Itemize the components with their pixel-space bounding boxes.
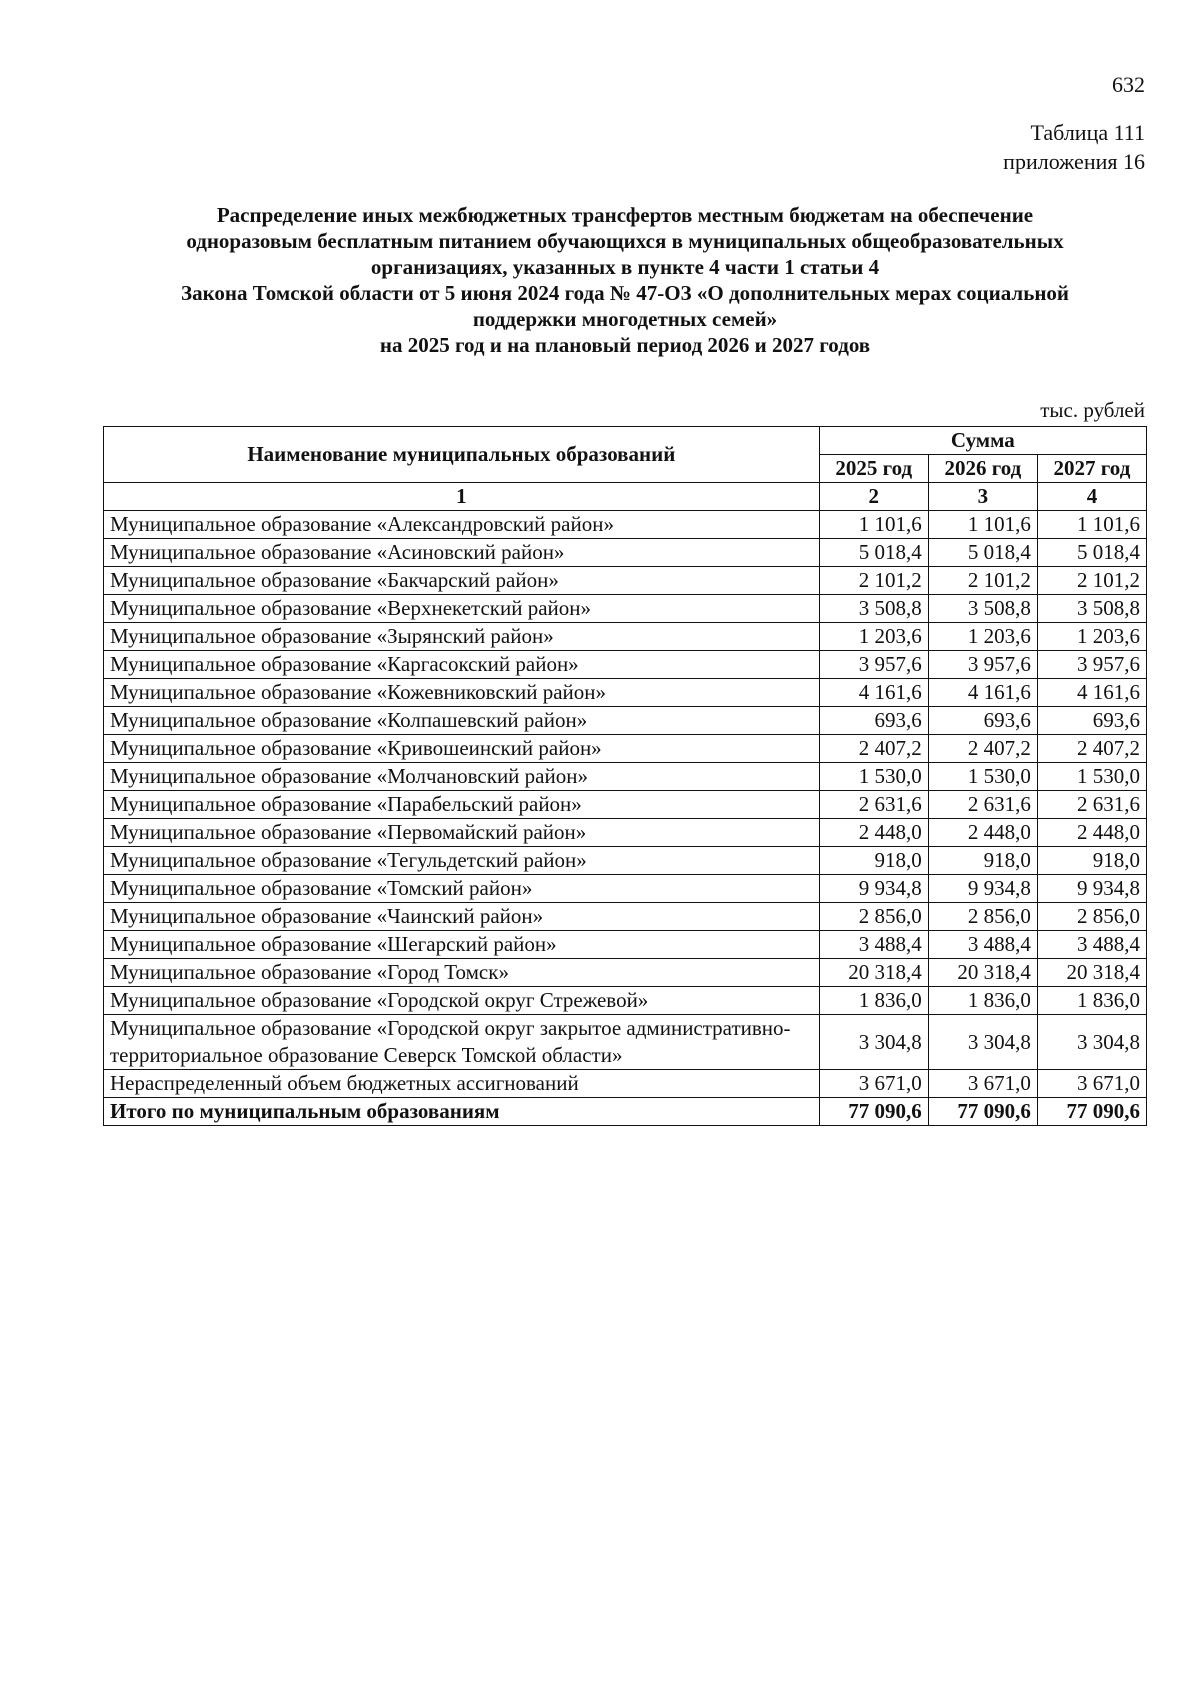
row-value-2025: 3 671,0 [819, 1070, 928, 1098]
row-name: Муниципальное образование «Колпашевский район» [104, 707, 820, 735]
row-value-2027: 2 631,6 [1037, 791, 1146, 819]
document-title [100, 202, 1150, 358]
row-value-2026: 1 203,6 [928, 623, 1037, 651]
row-value-2027: 3 304,8 [1037, 1015, 1146, 1070]
row-value-2026: 2 856,0 [928, 903, 1037, 931]
row-value-2027: 20 318,4 [1037, 959, 1146, 987]
total-value-2026: 77 090,6 [928, 1098, 1037, 1126]
row-name: Муниципальное образование «Первомайский район» [104, 819, 820, 847]
row-name: Муниципальное образование «Городской округ закрытое административно-территориальное образование Северск Томской области» [104, 1015, 820, 1070]
table-label-line2: приложения 16 [1003, 149, 1145, 174]
table-row [104, 539, 1147, 567]
row-value-2025: 2 407,2 [819, 735, 928, 763]
row-value-2026: 3 957,6 [928, 651, 1037, 679]
row-value-2025: 2 101,2 [819, 567, 928, 595]
units-label: тыс. рублей [1040, 398, 1145, 422]
table-row [104, 763, 1147, 791]
row-value-2027: 1 203,6 [1037, 623, 1146, 651]
table-row [104, 595, 1147, 623]
row-name: Нераспределенный объем бюджетных ассигнований [104, 1070, 820, 1098]
table-row [104, 735, 1147, 763]
row-value-2026: 5 018,4 [928, 539, 1037, 567]
table-row [104, 567, 1147, 595]
row-value-2027: 2 407,2 [1037, 735, 1146, 763]
row-name: Муниципальное образование «Парабельский район» [104, 791, 820, 819]
row-value-2026: 1 101,6 [928, 511, 1037, 539]
row-value-2026: 3 671,0 [928, 1070, 1037, 1098]
column-index: 3 [928, 483, 1037, 511]
row-value-2027: 3 488,4 [1037, 931, 1146, 959]
table-row [104, 623, 1147, 651]
total-row [104, 1098, 1147, 1126]
title-line1: Распределение иных межбюджетных трансфертов местным бюджетам на обеспечение [216, 203, 1034, 227]
row-value-2026: 2 631,6 [928, 791, 1037, 819]
row-value-2026: 693,6 [928, 707, 1037, 735]
table-row [104, 679, 1147, 707]
row-name: Муниципальное образование «Город Томск» [104, 959, 820, 987]
row-name: Муниципальное образование «Тегульдетский район» [104, 847, 820, 875]
row-value-2027: 3 671,0 [1037, 1070, 1146, 1098]
row-value-2026: 20 318,4 [928, 959, 1037, 987]
row-value-2025: 2 448,0 [819, 819, 928, 847]
table-row [104, 819, 1147, 847]
total-value-2027: 77 090,6 [1037, 1098, 1146, 1126]
title-line2: одноразовым бесплатным питанием обучающихся в муниципальных общеобразовательных [186, 229, 1064, 253]
row-value-2027: 5 018,4 [1037, 539, 1146, 567]
row-value-2027: 9 934,8 [1037, 875, 1146, 903]
row-value-2027: 1 530,0 [1037, 763, 1146, 791]
row-value-2025: 918,0 [819, 847, 928, 875]
row-name: Муниципальное образование «Александровский район» [104, 511, 820, 539]
row-value-2025: 20 318,4 [819, 959, 928, 987]
table-row [104, 1015, 1147, 1070]
row-value-2026: 918,0 [928, 847, 1037, 875]
row-value-2027: 2 448,0 [1037, 819, 1146, 847]
table-label [1003, 118, 1145, 176]
row-value-2026: 2 407,2 [928, 735, 1037, 763]
row-name: Муниципальное образование «Асиновский район» [104, 539, 820, 567]
row-value-2025: 693,6 [819, 707, 928, 735]
row-name: Муниципальное образование «Шегарский район» [104, 931, 820, 959]
row-name: Муниципальное образование «Кривошеинский район» [104, 735, 820, 763]
row-value-2027: 3 957,6 [1037, 651, 1146, 679]
row-value-2027: 918,0 [1037, 847, 1146, 875]
row-name: Муниципальное образование «Городской округ Стрежевой» [104, 987, 820, 1015]
row-name: Муниципальное образование «Верхнекетский район» [104, 595, 820, 623]
total-label: Итого по муниципальным образованиям [104, 1098, 820, 1126]
row-value-2025: 3 957,6 [819, 651, 928, 679]
row-value-2026: 2 101,2 [928, 567, 1037, 595]
row-value-2026: 3 508,8 [928, 595, 1037, 623]
title-line4: Закона Томской области от 5 июня 2024 года № 47-ОЗ «О дополнительных мерах социальной [180, 281, 1070, 305]
row-value-2026: 4 161,6 [928, 679, 1037, 707]
row-value-2025: 3 508,8 [819, 595, 928, 623]
row-value-2025: 4 161,6 [819, 679, 928, 707]
column-index: 2 [819, 483, 928, 511]
row-value-2026: 1 530,0 [928, 763, 1037, 791]
row-value-2027: 2 856,0 [1037, 903, 1146, 931]
row-value-2027: 1 101,6 [1037, 511, 1146, 539]
table-row [104, 987, 1147, 1015]
table-row [104, 959, 1147, 987]
page-number: 632 [1112, 72, 1145, 97]
row-value-2025: 1 836,0 [819, 987, 928, 1015]
column-index: 1 [104, 483, 820, 511]
header-year-2027: 2027 год [1037, 455, 1146, 483]
row-value-2026: 9 934,8 [928, 875, 1037, 903]
header-year-2026: 2026 год [928, 455, 1037, 483]
table-label-line1: Таблица 111 [1030, 120, 1145, 145]
row-value-2025: 1 101,6 [819, 511, 928, 539]
row-value-2025: 1 203,6 [819, 623, 928, 651]
row-value-2025: 2 856,0 [819, 903, 928, 931]
title-line6: на 2025 год и на плановый период 2026 и 2027 годов [379, 333, 871, 357]
row-name: Муниципальное образование «Зырянский район» [104, 623, 820, 651]
table-row [104, 931, 1147, 959]
table-body [104, 511, 1147, 1098]
row-value-2025: 9 934,8 [819, 875, 928, 903]
row-value-2027: 693,6 [1037, 707, 1146, 735]
table-row [104, 1070, 1147, 1098]
row-value-2025: 3 488,4 [819, 931, 928, 959]
row-value-2025: 5 018,4 [819, 539, 928, 567]
column-index: 4 [1037, 483, 1146, 511]
table-row [104, 651, 1147, 679]
row-value-2025: 1 530,0 [819, 763, 928, 791]
row-value-2025: 3 304,8 [819, 1015, 928, 1070]
row-value-2027: 1 836,0 [1037, 987, 1146, 1015]
table-row [104, 791, 1147, 819]
total-value-2025: 77 090,6 [819, 1098, 928, 1126]
title-line3: организациях, указанных в пункте 4 части 1 статьи 4 [370, 255, 880, 279]
row-name: Муниципальное образование «Кожевниковский район» [104, 679, 820, 707]
table-row [104, 903, 1147, 931]
row-value-2027: 3 508,8 [1037, 595, 1146, 623]
row-value-2027: 4 161,6 [1037, 679, 1146, 707]
row-value-2026: 1 836,0 [928, 987, 1037, 1015]
table-row [104, 847, 1147, 875]
title-line5: поддержки многодетных семей» [472, 307, 778, 331]
row-name: Муниципальное образование «Чаинский район» [104, 903, 820, 931]
allocation-table [103, 426, 1147, 1126]
row-value-2026: 3 304,8 [928, 1015, 1037, 1070]
row-value-2026: 2 448,0 [928, 819, 1037, 847]
row-name: Муниципальное образование «Каргасокский район» [104, 651, 820, 679]
row-value-2027: 2 101,2 [1037, 567, 1146, 595]
row-value-2025: 2 631,6 [819, 791, 928, 819]
row-name: Муниципальное образование «Томский район» [104, 875, 820, 903]
row-value-2026: 3 488,4 [928, 931, 1037, 959]
header-name: Наименование муниципальных образований [104, 427, 820, 483]
table-row [104, 875, 1147, 903]
header-sum: Сумма [819, 427, 1146, 455]
table-row [104, 707, 1147, 735]
table-row [104, 511, 1147, 539]
row-name: Муниципальное образование «Бакчарский район» [104, 567, 820, 595]
header-year-2025: 2025 год [819, 455, 928, 483]
row-name: Муниципальное образование «Молчановский район» [104, 763, 820, 791]
